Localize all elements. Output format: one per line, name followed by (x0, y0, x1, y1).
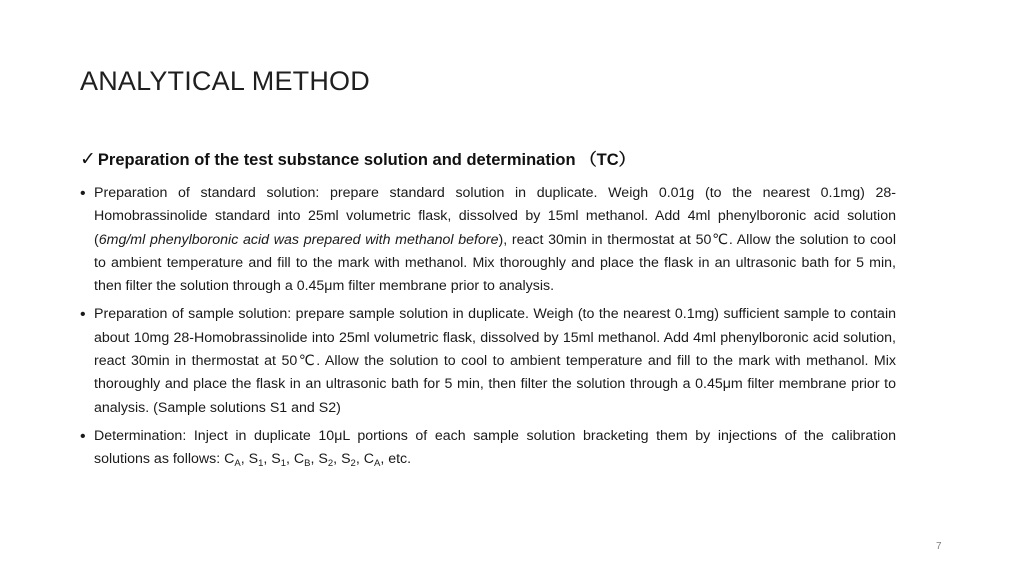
sequence-subscript: A (234, 458, 241, 470)
sequence-item: $S_2$ (318, 451, 334, 470)
slide-title: ANALYTICAL METHOD (80, 66, 370, 96)
sequence-item: $C_B$ (293, 451, 311, 470)
bullet-dot-icon: • (80, 306, 86, 324)
sequence-item: $S_1$ (248, 451, 264, 470)
page-number: 7 (936, 541, 942, 552)
sequence-item: $C_A$ (363, 451, 381, 470)
bullet-dot-icon: • (80, 427, 86, 445)
sequence-subscript: B (304, 458, 311, 470)
bullet-italic-note: 6mg/ml phenylboronic acid was prepared with methanol before (98, 231, 499, 248)
bullet-dot-icon: • (80, 185, 86, 202)
sequence-item: $C_A$ (224, 451, 241, 470)
subheading-text: Preparation of the test substance solution and determination （TC） (97, 151, 636, 169)
sequence-subscript: 1 (280, 458, 287, 470)
bullet-sample-solution (80, 303, 896, 419)
bullet-list (80, 182, 896, 477)
bullet-text: Determination: Inject in duplicate 10μL portions of each sample solution bracketing them by injections of the calibration solutions as follows: (94, 427, 896, 468)
bullet-text: Preparation of sample solution: prepare sample solution in duplicate. Weigh (to the nearest 0.1mg) sufficient sample to contain about 10mg 28-Homobrassinolide into 25ml volumetric flask, dissolved by 15ml methanol. Add 4ml phenylboronic acid solution, react 30min in thermostat at 50℃. Allow the solution to cool to ambient temperature and fill to the mark with methanol. Mix thoroughly and place the flask in an ultrasonic bath for 5 min, then filter the solution through a 0.45μm filter membrane prior to analysis. (Sample solutions S1 and S2) (94, 306, 896, 416)
sequence-subscript: 2 (350, 458, 356, 470)
bullet-text: Preparation of standard solution: prepare standard solution in duplicate. Weigh 0.01g (to the nearest 0.1mg) 28-Homobrassinolide standard into 25ml volumetric flask, dissolved by 15ml methanol. Add 4ml phenylboronic acid solution ( (94, 185, 896, 248)
sequence-subscript: 2 (327, 458, 334, 470)
bullet-determination (80, 425, 896, 472)
bullet-text: ), react 30min in thermostat at 50℃. Allow the solution to cool to ambient temperature and fill to the mark with methanol. Mix thoroughly and place the flask in an ultrasonic bath for 5 min, then filter the solution through a 0.45μm filter membrane prior to analysis. (94, 231, 896, 295)
section-subheading (80, 146, 635, 171)
sequence-subscript: 1 (258, 458, 264, 470)
bullet-standard-solution (80, 182, 896, 298)
sequence-subscript: A (373, 458, 381, 470)
sequence-item: $S_2$ (341, 451, 356, 470)
checkmark-icon: ✓ (80, 149, 96, 170)
injection-sequence: $C_A$, $S_1$, $S_1$, $C_B$, $S_2$, $S_2$, $C_A$ (224, 451, 381, 470)
sequence-item: $S_1$ (271, 451, 287, 470)
bullet-text: , etc. (380, 451, 412, 468)
